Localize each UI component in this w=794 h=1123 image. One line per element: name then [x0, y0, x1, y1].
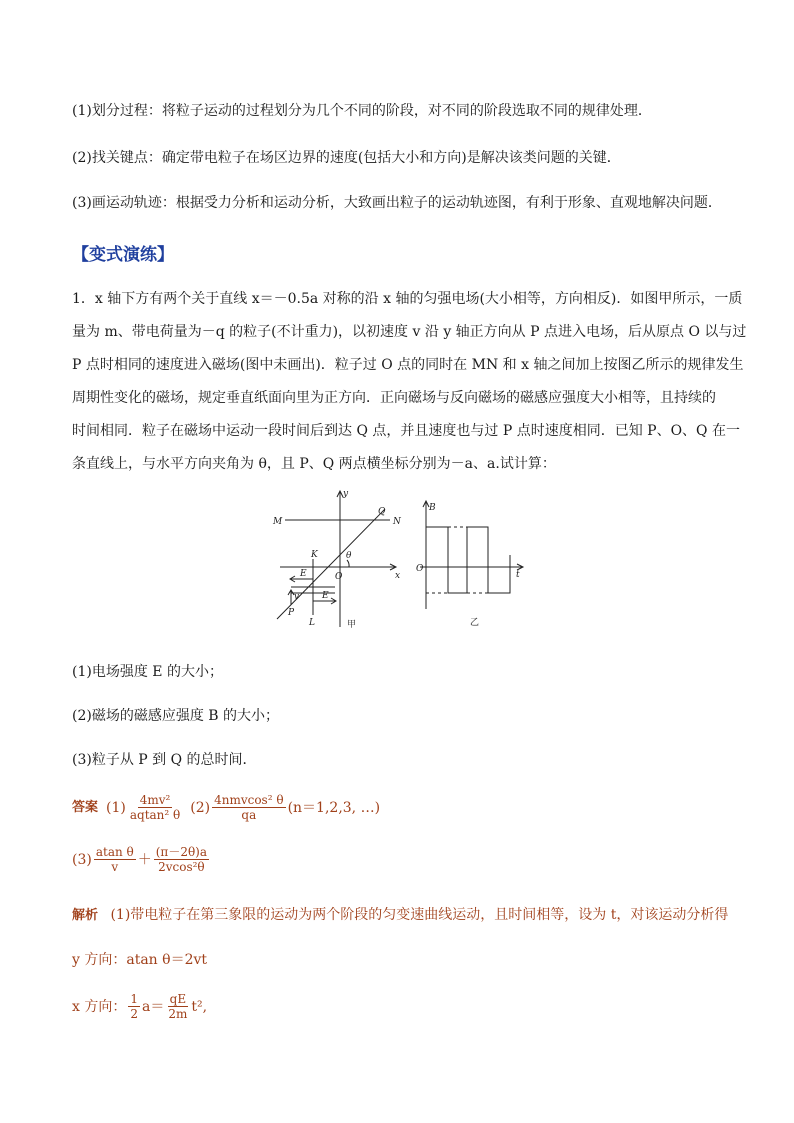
label-O: O [335, 572, 343, 582]
problem-line-6: 条直线上，与水平方向夹角为 θ，且 P、Q 两点横坐标分别为－a、a.试计算： [72, 456, 556, 472]
analysis-qe-fraction: $\frac{qE}{2m}$ [168, 992, 188, 1021]
question-2: (2)磁场的磁感应强度 B 的大小； [72, 708, 280, 724]
label-E2: E [322, 591, 329, 601]
label-M: M [273, 517, 283, 527]
question-1: (1)电场强度 E 的大小； [72, 664, 223, 680]
method-note-2: (2)找关键点：确定带电粒子在场区边界的速度(包括大小和方向)是解决该类问题的关键． [72, 150, 621, 166]
problem-line-3: P 点时相同的速度进入磁场(图中未画出)．粒子过 O 点的同时在 MN 和 x 轴之间加上按图乙所示的规律发生 [72, 357, 744, 373]
label-t: t [516, 570, 520, 580]
answer-3a-fraction: $\frac{\text{atan θ}}{v}$ [95, 845, 134, 874]
label-K: K [311, 550, 318, 560]
answer-row-2 [72, 845, 211, 874]
analysis-x-direction: x 方向： $\frac{1}{2}$ a＝ $\frac{qE}{2m}$ t², [72, 992, 208, 1021]
problem-line-5: 时间相同．粒子在磁场中运动一段时间后到达 Q 点，并且速度也与过 P 点时速度相同．已知 P、O、Q 在一 [72, 423, 740, 439]
label-P: P [288, 608, 295, 618]
answer-plus: ＋ [137, 851, 152, 868]
answer-row-1 [72, 793, 380, 822]
answer-2-condition: (n＝1,2,3, …) [287, 799, 381, 816]
figure-yi [412, 497, 532, 632]
caption-jia: 甲 [347, 620, 357, 630]
problem-line-4: 周期性变化的磁场，规定垂直纸面向里为正方向．正向磁场与反向磁场的磁感应强度大小相等，且持续的 [72, 390, 716, 406]
question-3: (3)粒子从 P 到 Q 的总时间． [72, 752, 257, 768]
label-v: v [294, 592, 300, 602]
figure-jia [265, 487, 410, 632]
analysis-text: (1)带电粒子在第三象限的运动为两个阶段的匀变速曲线运动，且时间相等，设为 t，对该运动分析得 [110, 907, 729, 923]
method-note-3: (3)画运动轨迹：根据受力分析和运动分析，大致画出粒子的运动轨迹图，有利于形象、直观地解决问题． [72, 195, 722, 211]
answer-part-2: (2) [190, 799, 211, 816]
label-O-yi: O [416, 564, 424, 574]
label-Q: Q [378, 507, 386, 517]
analysis-row-1 [72, 905, 728, 926]
section-title: 【变式演练】 [72, 245, 174, 265]
analysis-label: 解析 [72, 908, 99, 923]
answer-label: 答案 [72, 799, 99, 815]
label-theta: θ [346, 551, 352, 561]
answer-3b-fraction: $\frac{(\pi-2\theta)a}{\text{2vcos²θ}}$ [155, 845, 208, 874]
answer-2-fraction: $\frac{\text{4nmvcos² θ}}{qa}$ [214, 793, 284, 822]
label-E1: E [300, 569, 307, 579]
label-B: B [429, 503, 436, 513]
problem-line-2: 量为 m、带电荷量为－q 的粒子(不计重力)，以初速度 v 沿 y 轴正方向从 P 点进入电场，后从原点 O 以与过 [72, 324, 747, 340]
analysis-half-fraction: $\frac{1}{2}$ [130, 992, 138, 1021]
caption-yi: 乙 [470, 618, 480, 628]
answer-part-3: (3) [72, 851, 92, 868]
label-L: L [309, 618, 315, 628]
answer-part-1: (1) [106, 799, 126, 816]
label-x: x [395, 571, 401, 581]
problem-line-1: 1．x 轴下方有两个关于直线 x＝－0.5a 对称的沿 x 轴的匀强电场(大小相等，方向相反)．如图甲所示，一质 [72, 291, 743, 307]
answer-1-fraction: $\frac{\text{4mv²}}{\text{aqtan² θ}}$ [129, 793, 181, 822]
label-y: y [343, 489, 349, 499]
method-note-1: (1)划分过程：将粒子运动的过程划分为几个不同的阶段，对不同的阶段选取不同的规律处理． [72, 103, 652, 119]
analysis-y-direction: y 方向：atan θ＝2vt [72, 952, 208, 968]
label-N: N [393, 517, 401, 527]
